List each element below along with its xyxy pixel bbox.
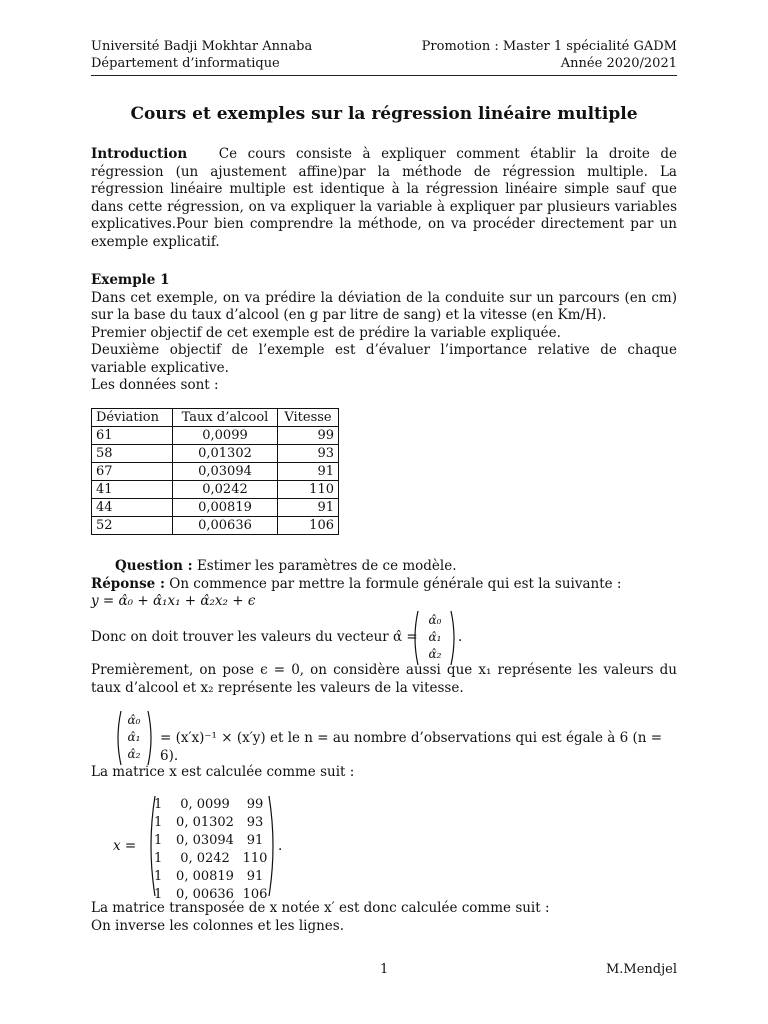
matrix-row xyxy=(154,814,270,832)
table-cell: 0,01302 xyxy=(173,445,278,463)
alpha-vector xyxy=(420,612,450,663)
question-block xyxy=(91,558,677,611)
example-line-3: Deuxième objectif de l’exemple est d’évaluer l’importance relative de chaque variable explicative. xyxy=(91,342,677,376)
vector-entry: α̂₁ xyxy=(428,630,442,644)
alpha-vector-eq xyxy=(121,712,147,763)
matrix-cell: 1 xyxy=(154,833,163,848)
matrix-cell: 110 xyxy=(242,851,268,866)
example-line-1: Dans cet exemple, on va prédire la déviation de la conduite sur un parcours (en cm) sur la base du taux d’alcool (en g par litre de sang) et la vitesse (en Km/H). xyxy=(91,289,677,323)
table-header: Taux d’alcool xyxy=(173,409,278,427)
data-table xyxy=(91,408,339,535)
table-cell: 91 xyxy=(278,463,339,481)
vector-right-paren xyxy=(450,610,458,666)
matrix-cell: 0, 00636 xyxy=(176,887,234,902)
matrix-row xyxy=(154,850,270,868)
table-cell: 61 xyxy=(92,427,173,445)
example-line-2: Premier objectif de cet exemple est de prédire la variable expliquée. xyxy=(91,324,561,341)
question-label: Question : xyxy=(115,558,193,574)
table-row xyxy=(92,463,339,481)
transpose-text: La matrice transposée de x notée x′ est donc calculée comme suit : xyxy=(91,900,550,916)
question-line xyxy=(91,558,677,576)
vector-left-paren xyxy=(411,610,419,666)
matrix-cell: 1 xyxy=(154,851,163,866)
table-cell: 0,00636 xyxy=(173,517,278,535)
matrix-row xyxy=(154,796,270,814)
intro-text: Ce cours consiste à expliquer comment établir la droite de régression (un ajustement affine)par la méthode de régression multiple. La régression linéaire multiple est identique à la régression linéaire simple sauf que dans cette régression, on va expliquer la variable à expliquer par plusieurs variables explicatives.Pour bien comprendre la méthode, on va procéder directement par un exemple explicatif. xyxy=(91,146,677,250)
table-cell: 0,0242 xyxy=(173,481,278,499)
matrix-x-label: x = xyxy=(113,838,137,854)
table-row xyxy=(92,445,339,463)
matrix-cell: 91 xyxy=(246,869,264,884)
header-left xyxy=(91,38,312,72)
vector-period: . xyxy=(458,629,463,645)
page-title: Cours et exemples sur la régression linéaire multiple xyxy=(130,104,638,124)
author-name: M.Mendjel xyxy=(605,962,677,977)
matrix-cell: 0, 03094 xyxy=(176,833,234,848)
table-header: Déviation xyxy=(92,409,173,427)
example-label: Exemple 1 xyxy=(91,272,170,288)
vector-entry: α̂₁ xyxy=(127,730,141,744)
matrix-period: . xyxy=(278,838,283,854)
table-header: Vitesse xyxy=(278,409,339,427)
answer-label: Réponse : xyxy=(91,575,165,592)
matrix-cell: 0, 0242 xyxy=(180,851,230,866)
intro-paragraph xyxy=(91,146,677,251)
first-step-paragraph: Premièrement, on pose ϵ = 0, on considère aussi que x₁ représente les valeurs du taux d’alcool et x₂ représente les valeurs de la vitesse. xyxy=(91,662,677,696)
vector-entry: α̂₂ xyxy=(428,647,442,661)
matrix-cell: 99 xyxy=(246,797,264,812)
matrix-intro: La matrice x est calculée comme suit : xyxy=(91,764,355,780)
matrix-cell: 91 xyxy=(246,833,264,848)
academic-year: Année 2020/2021 xyxy=(560,56,677,71)
matrix-cell: 0, 0099 xyxy=(180,797,230,812)
matrix-cell: 106 xyxy=(242,887,268,902)
department-name: Département d’informatique xyxy=(91,56,280,71)
page-number: 1 xyxy=(380,962,389,977)
table-row xyxy=(92,427,339,445)
table-cell: 106 xyxy=(278,517,339,535)
estimation-equation: = (x′x)⁻¹ × (x′y) et le n = au nombre d’observations qui est égale à 6 (n = 6). xyxy=(160,730,663,764)
table-row xyxy=(92,499,339,517)
table-cell: 0,00819 xyxy=(173,499,278,517)
table-cell: 99 xyxy=(278,427,339,445)
matrix-cell: 1 xyxy=(154,869,163,884)
matrix-row xyxy=(154,868,270,886)
matrix-row xyxy=(154,832,270,850)
answer-text: On commence par mettre la formule générale qui est la suivante : xyxy=(169,575,622,592)
answer-line xyxy=(91,576,677,594)
matrix-cell: 1 xyxy=(154,887,163,902)
vector-entry: α̂₂ xyxy=(127,747,141,761)
matrix-cell: 1 xyxy=(154,815,163,830)
matrix-right-paren xyxy=(268,795,278,897)
table-row xyxy=(92,517,339,535)
vector-entry: α̂₀ xyxy=(428,613,442,627)
table-cell: 44 xyxy=(92,499,173,517)
table-cell: 41 xyxy=(92,481,173,499)
table-header-row xyxy=(92,409,339,427)
table-cell: 52 xyxy=(92,517,173,535)
table-row xyxy=(92,481,339,499)
matrix-cell: 1 xyxy=(154,797,163,812)
matrix-cell: 0, 00819 xyxy=(176,869,234,884)
table-cell: 0,0099 xyxy=(173,427,278,445)
eq-right-paren xyxy=(147,710,155,766)
table-cell: 91 xyxy=(278,499,339,517)
table-cell: 58 xyxy=(92,445,173,463)
table-cell: 93 xyxy=(278,445,339,463)
invert-text: On inverse les colonnes et les lignes. xyxy=(91,917,345,934)
matrix-x xyxy=(154,796,270,904)
table-cell: 67 xyxy=(92,463,173,481)
vector-text: Donc on doit trouver les valeurs du vecteur α̂ = xyxy=(91,629,418,645)
university-name: Université Badji Mokhtar Annaba xyxy=(91,39,313,54)
vector-entry: α̂₀ xyxy=(127,713,141,727)
example-block xyxy=(91,272,677,395)
table-cell: 0,03094 xyxy=(173,463,278,481)
header-rule xyxy=(91,75,677,76)
table-cell: 110 xyxy=(278,481,339,499)
matrix-cell: 0, 01302 xyxy=(176,815,234,830)
header-right xyxy=(422,38,677,72)
matrix-cell: 93 xyxy=(246,815,264,830)
example-line-4: Les données sont : xyxy=(91,377,219,393)
intro-label: Introduction xyxy=(91,146,188,162)
transpose-block xyxy=(91,900,677,935)
promotion-label: Promotion : Master 1 spécialité GADM xyxy=(421,39,677,54)
vector-line xyxy=(91,629,677,647)
question-text: Estimer les paramètres de ce modèle. xyxy=(196,558,457,574)
general-formula: y = α̂₀ + α̂₁x₁ + α̂₂x₂ + ϵ xyxy=(91,593,256,609)
